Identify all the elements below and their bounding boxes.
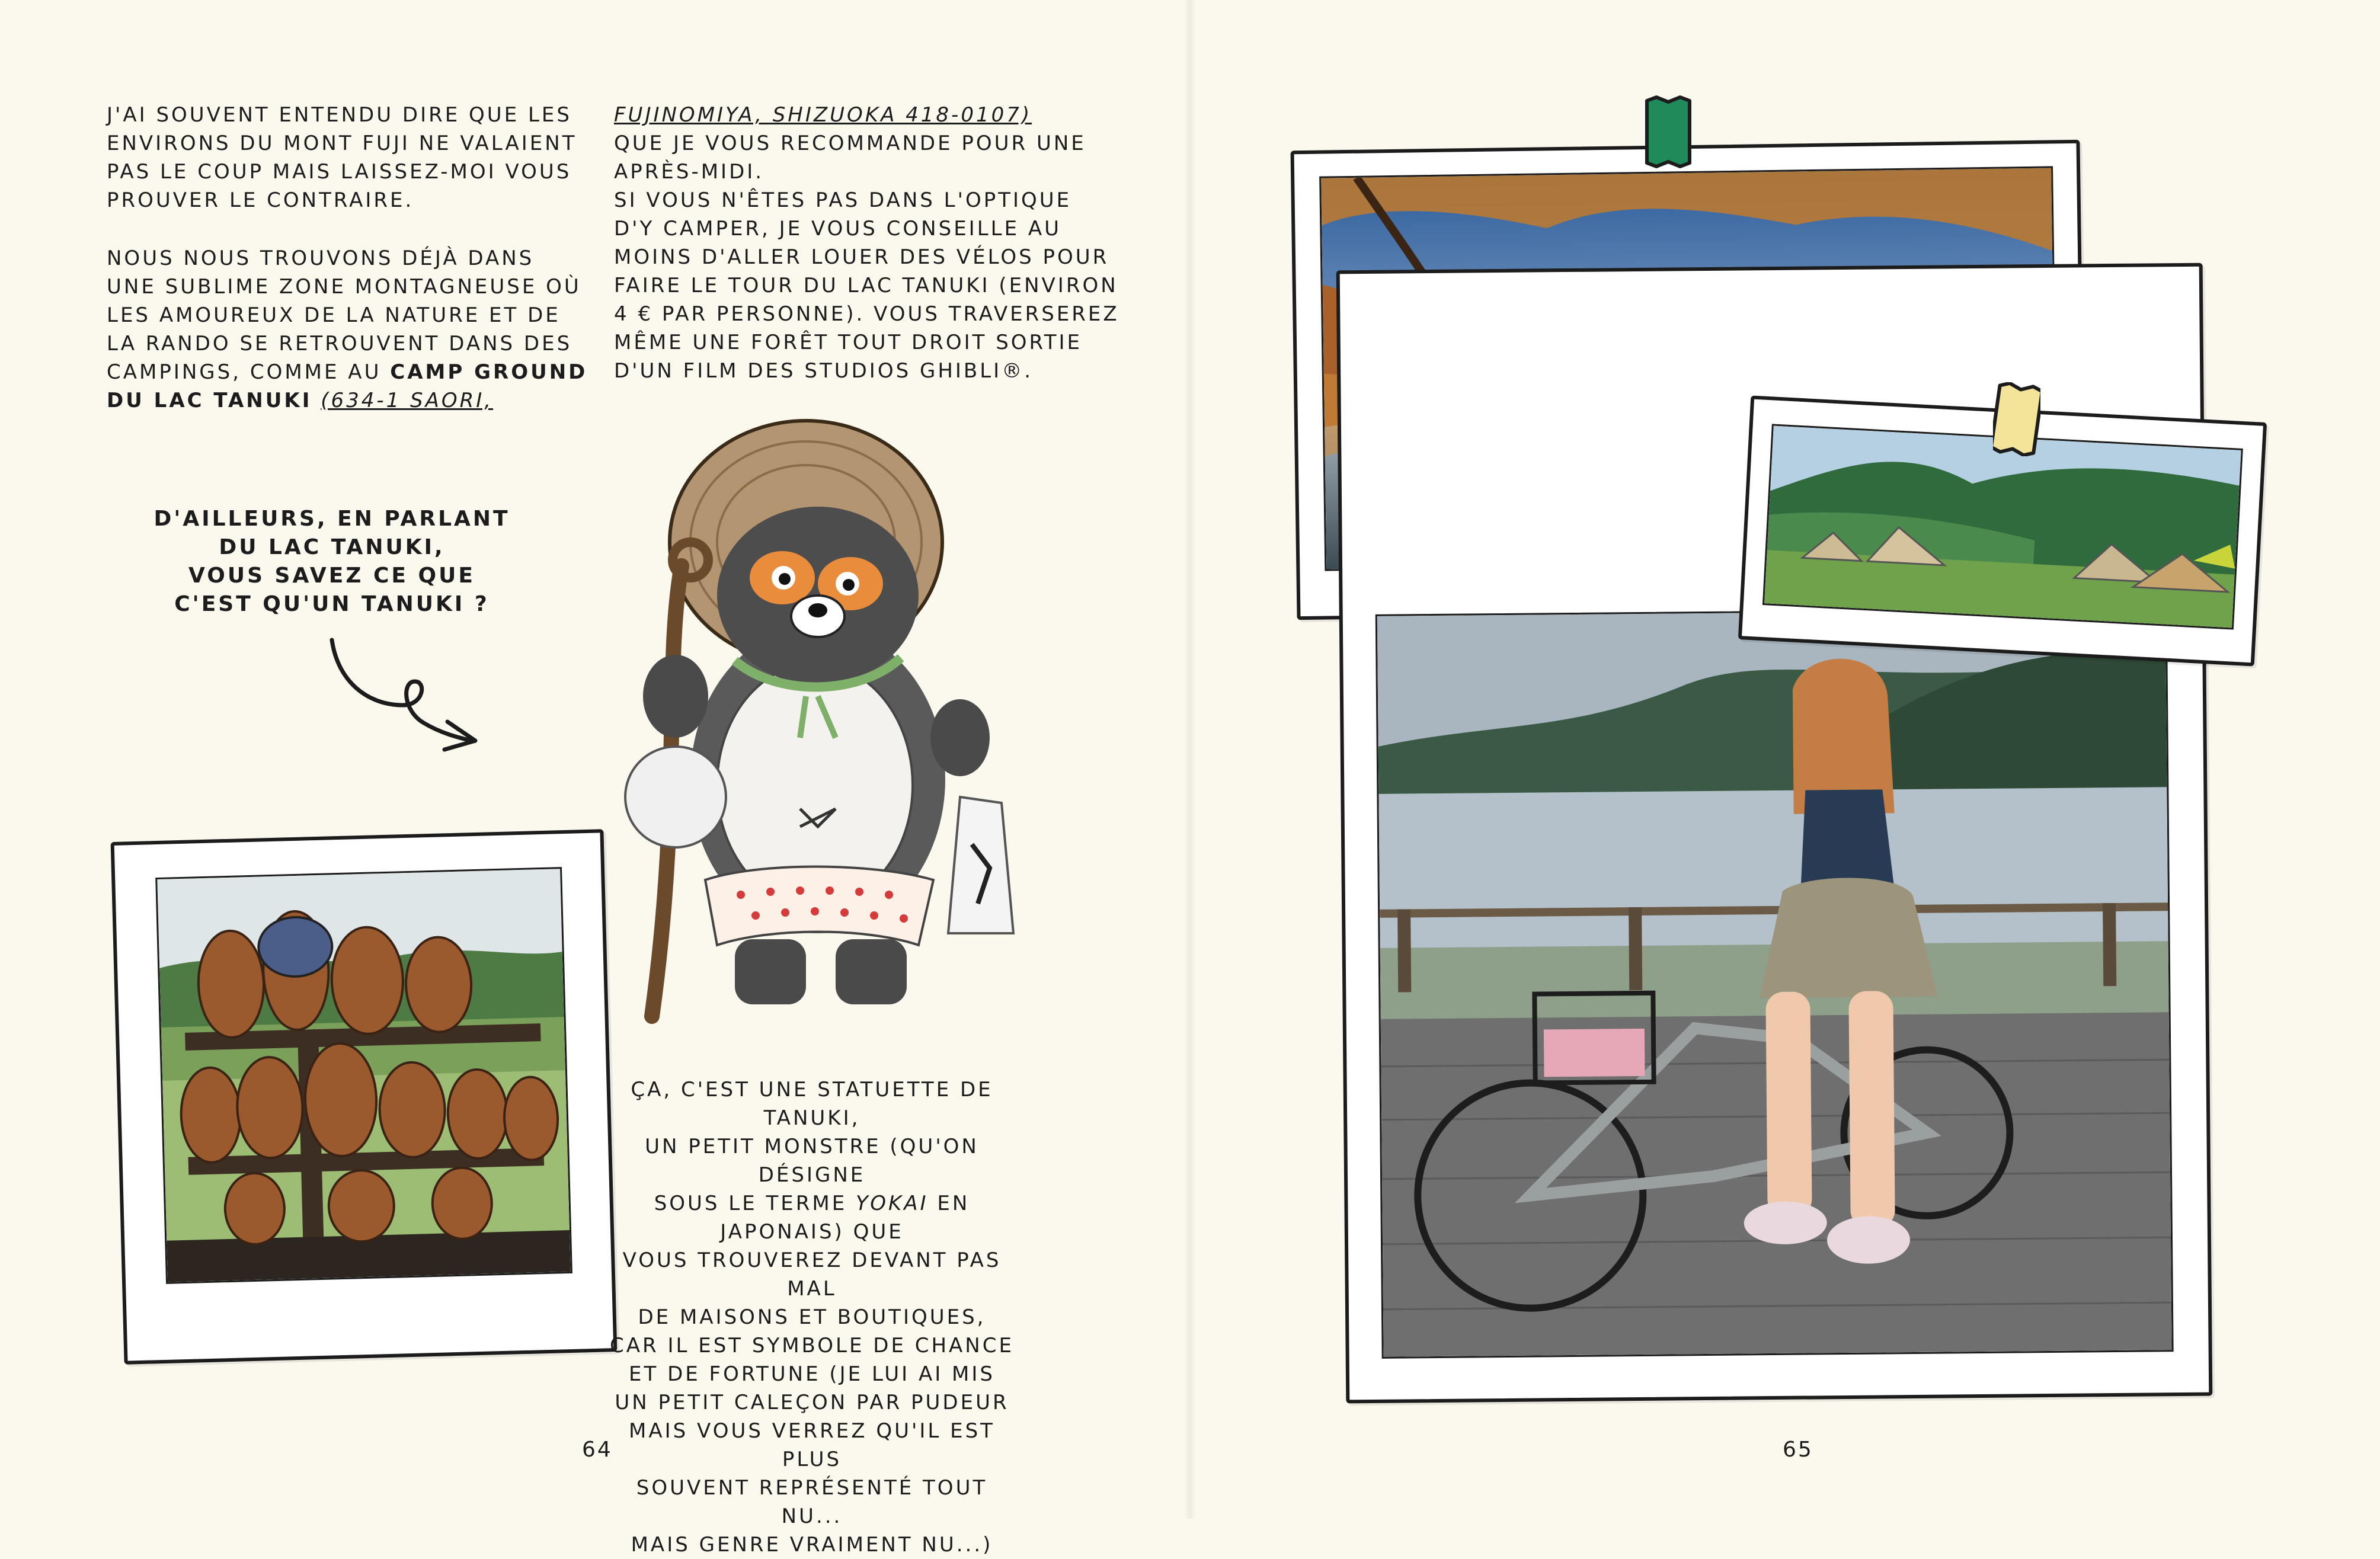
- page-number-right: 65: [1783, 1438, 1813, 1462]
- camping-text: NOUS NOUS TROUVONS DÉJÀ DANS UNE SUBLIME ZONE MONTAGNEUSE OÙ LES AMOUREUX DE LA NATURE ET DE LA RANDO SE RETROUVENT DANS DES CAMPINGS, COMME AU: [107, 247, 581, 384]
- caption-text-b: EN JAPONAIS) QUE VOUS TROUVEREZ DEVANT PAS MAL DE MAISONS ET BOUTIQUES, CAR IL EST SYMBOLE DE CHANCE ET DE FORTUNE (JE LUI AI MIS UN PETIT CALEÇON PAR PUDEUR MAIS VOUS VERREZ QU'IL EST PLUS SOUVENT REPRÉSENTÉ TOUT NU... MAIS GENRE VRAIMENT NU...): [610, 1192, 1014, 1557]
- tanuki-statues-polaroid: [111, 829, 618, 1364]
- tape-green: [1645, 95, 1692, 169]
- caption-text-a: ÇA, C'EST UNE STATUETTE DE TANUKI, UN PETIT MONSTRE (QU'ON DÉSIGNE SOUS LE TERME: [631, 1078, 993, 1215]
- recommend-text: QUE JE VOUS RECOMMANDE POUR UNE APRÈS-MIDI. SI VOUS N'ÊTES PAS DANS L'OPTIQUE D'Y CAMPER, JE VOUS CONSEILLE AU MOINS D'ALLER LOUER DES VÉLOS POUR FAIRE LE TOUR DU LAC TANUKI (ENVIRON 4 € PAR PERSONNE). VOUS TRAVERSEREZ MÊME UNE FORÊT TOUT DROIT SORTIE D'UN FILM DES STUDIOS GHIBLI®.: [614, 132, 1119, 383]
- page-number-left: 64: [582, 1438, 613, 1462]
- camp-address-part2: FUJINOMIYA, SHIZUOKA 418-0107): [614, 103, 1032, 127]
- right-page: [1190, 0, 2380, 1519]
- intro-paragraph: J'AI SOUVENT ENTENDU DIRE QUE LES ENVIRONS DU MONT FUJI NE VALAIENT PAS LE COUP MAIS LAISSEZ-MOI VOUS PROUVER LE CONTRAIRE.: [107, 103, 577, 212]
- camp-name-part2: DU LAC TANUKI: [107, 389, 312, 412]
- tanuki-caption: [604, 1075, 1019, 1559]
- camp-address-part1: (634-1 SAORI,: [321, 389, 494, 412]
- curly-arrow-icon: [320, 628, 486, 764]
- caption-yokai: YOKAI: [856, 1192, 929, 1215]
- camping-paragraph: [107, 244, 593, 415]
- tanuki-statues-photo: [155, 867, 572, 1284]
- tanuki-question-callout: D'AILLEURS, EN PARLANT DU LAC TANUKI, VOUS SAVEZ CE QUE C'EST QU'UN TANUKI ?: [153, 507, 510, 616]
- tanuki-illustration: [610, 418, 1037, 1028]
- cyclist-photo: [1375, 607, 2174, 1359]
- camp-name-part1: CAMP GROUND: [390, 360, 588, 384]
- recommend-paragraph: [614, 101, 1147, 385]
- left-page: [0, 0, 1190, 1557]
- tape-yellow: [1993, 382, 2040, 456]
